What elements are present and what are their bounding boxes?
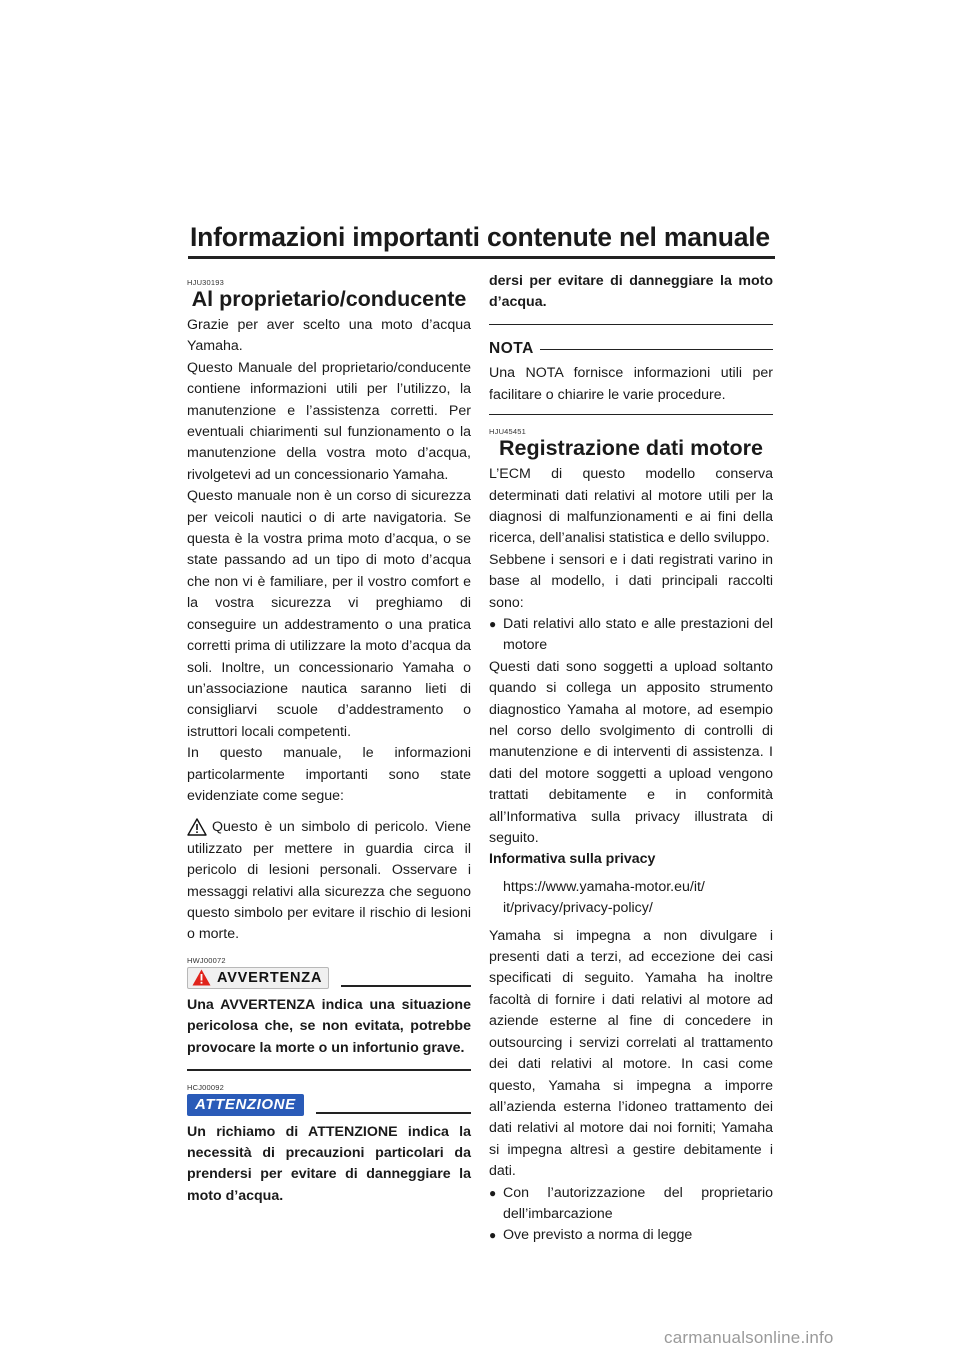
paragraph: Yamaha si impegna a non divulgare i presenti dati a terzi, ad eccezione dei casi specificati di seguito. Yamaha ha inoltre facoltà di fornire i dati relativi al motore ad aziende esterne al fine di concedere in outsourcing i servizi correlati al trattamento dei dati relativi al motore. In casi come questo, Yamaha si impegna a imporre all’azienda esterna l’idoneo trattamento dei dati relativi al motore dai noi forniti; Yamaha si impegna altresì a gestire debitamente i dati.: [489, 927, 773, 1180]
section-code: HWJ00072: [187, 955, 226, 965]
caution-text: Un richiamo di ATTENZIONE indica la necessità di precauzioni particolari da prendersi per evitare di danneggiare la moto d’acqua.: [187, 1123, 471, 1204]
list-item: [489, 614, 773, 657]
bullet-icon: ●: [489, 616, 497, 631]
caution-end-rule: [489, 324, 773, 326]
privacy-url-line[interactable]: it/privacy/privacy-policy/: [503, 900, 653, 917]
nota-header: [489, 337, 773, 361]
section-code: HCJ00092: [187, 1082, 225, 1092]
caution-label: ATTENZIONE: [187, 1094, 304, 1116]
list-item: [489, 1183, 773, 1226]
paragraph: Questi dati sono soggetti a upload soltanto quando si collega un apposito strumento diagnostico Yamaha al motore, ad esempio nel corso dello svolgimento di controlli di manutenzione e di interventi di assistenza. I dati del motore soggetti a upload vengono trattati debitamente e in conformità all’Informativa sulla privacy illustrata di seguito.: [489, 658, 773, 847]
nota-label: NOTA: [489, 340, 534, 358]
section-code: HJU45451: [489, 427, 527, 437]
nota-header-rule: [540, 349, 773, 351]
caution-header-rule: [316, 1112, 471, 1114]
warning-label-text: AVVERTENZA: [217, 969, 323, 986]
right-column: [489, 273, 773, 1247]
list-item-text: Ove previsto a norma di legge: [503, 1227, 693, 1244]
header-rule: [188, 256, 775, 259]
paragraph: L’ECM di questo modello conserva determinati dati relativi al motore utili per la diagnosi di malfunzionamenti e ai fini della ricerca, dell’analisi statistica e dello sviluppo.: [489, 466, 773, 547]
paragraph: Questo manuale non è un corso di sicurezza per veicoli nautici o di arte navigatoria. Se questa è la vostra prima moto d’acqua, o se state passando ad un tipo di moto d’acqua che non vi è familiare, per il vostro comfort e la vostra sicurezza vi preghiamo di conseguire un addestramento o una pratica corretti prima di utilizzare la moto d’acqua da soli. Inoltre, un concessionario Yamaha o un’associazione nautica saranno lieti di consigliarvi scuole d’addestramento o istruttori locali competenti.: [187, 488, 471, 740]
bullet-icon: ●: [489, 1228, 497, 1243]
warning-text: Una AVVERTENZA indica una situazione pericolosa che, se non evitata, potrebbe provocare la morte o un infortunio grave.: [187, 996, 471, 1056]
paragraph: In questo manuale, le informazioni particolarmente importanti sono state evidenziate come segue:: [187, 745, 471, 804]
caution-text-continued: dersi per evitare di danneggiare la moto d’acqua.: [489, 273, 773, 311]
watermark: carmanualsonline.info: [664, 1328, 834, 1347]
section-title-owner: Al proprietario/conducente: [191, 287, 467, 311]
list-item: [489, 1225, 773, 1246]
left-column: [187, 278, 471, 1204]
warning-icon: [192, 969, 211, 986]
list-item-text: Dati relativi allo stato e alle prestazioni del motore: [503, 615, 773, 654]
nota-end-rule: [489, 414, 773, 415]
paragraph: Questo Manuale del proprietario/conducente contiene informazioni utili per l’utilizzo, la manutenzione e l’assistenza corretti. Per eventuali chiarimenti sul funzionamento o la manutenzione della vostra moto d’acqua, rivolgetevi ad un concessionario Yamaha.: [187, 359, 471, 483]
privacy-url[interactable]: [489, 877, 773, 920]
warning-header-rule: [341, 985, 471, 987]
hazard-text: Questo è un simbolo di pericolo. Viene utilizzato per mettere in guardia circa il pericolo di lesioni personali. Osservare i messaggi relativi alla sicurezza che seguono questo simbolo per evitare il rischio di lesioni o morte.: [187, 819, 471, 943]
privacy-title: Informativa sulla privacy: [489, 851, 656, 868]
section-title-engine-data: Registrazione dati motore: [498, 436, 763, 461]
warning-end-rule: [187, 1069, 471, 1071]
hazard-paragraph: [187, 817, 471, 945]
warning-triangle-icon: [187, 818, 207, 843]
privacy-url-line[interactable]: https://www.yamaha-motor.eu/it/: [503, 878, 705, 895]
warning-label: [187, 967, 329, 989]
caution-header: [187, 1094, 471, 1116]
nota-text: Una NOTA fornisce informazioni utili per facilitare o chiarire le varie procedure.: [489, 365, 773, 403]
page-title: Informazioni importanti contenute nel manuale: [190, 222, 770, 252]
list-item-text: Con l’autorizzazione del proprietario dell’imbarcazione: [503, 1184, 773, 1222]
paragraph: Grazie per aver scelto una moto d’acqua Yamaha.: [187, 317, 471, 355]
section-code: HJU30193: [187, 278, 225, 287]
warning-header: [187, 967, 471, 989]
bullet-icon: ●: [489, 1185, 497, 1200]
paragraph: Sebbene i sensori e i dati registrati varino in base al modello, i dati principali raccolti sono:: [489, 551, 773, 611]
